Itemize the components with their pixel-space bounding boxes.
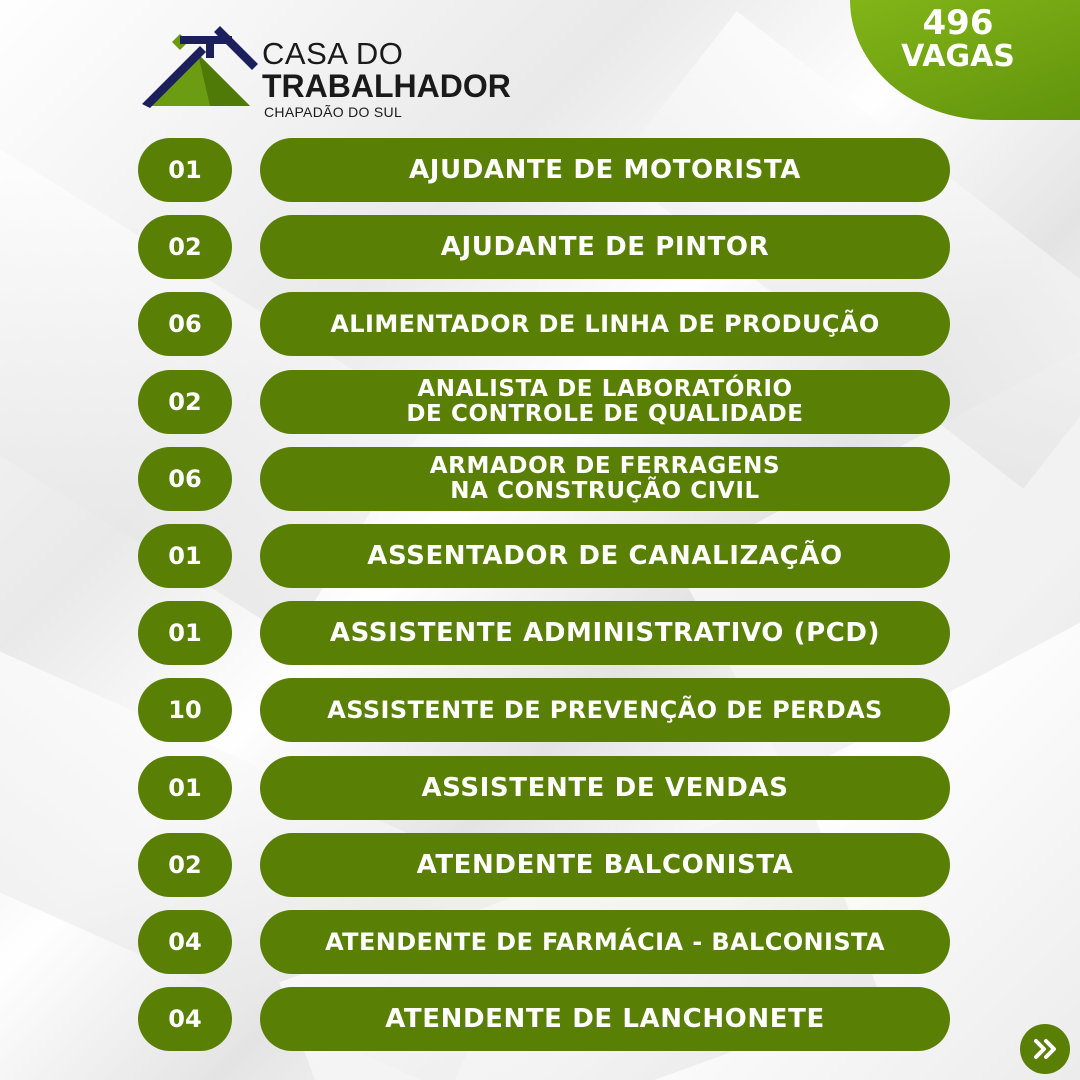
job-title: ASSISTENTE ADMINISTRATIVO (PCD) [329, 618, 881, 649]
job-title-line2: DE CONTROLE DE QUALIDADE [406, 400, 804, 427]
job-count-pill: 01 [138, 138, 232, 202]
job-title-line1: ANALISTA DE LABORATÓRIO [417, 375, 793, 402]
job-title: ATENDENTE DE LANCHONETE [385, 1004, 825, 1035]
job-title: ALIMENTADOR DE LINHA DE PRODUÇÃO [330, 310, 880, 339]
job-title-pill [260, 292, 950, 356]
job-count-pill: 06 [138, 292, 232, 356]
job-title-pill [260, 138, 950, 202]
job-row [138, 987, 952, 1051]
job-title-line2: NA CONSTRUÇÃO CIVIL [450, 477, 760, 504]
job-title: AJUDANTE DE PINTOR [440, 232, 770, 263]
job-count-pill: 04 [138, 987, 232, 1051]
job-row [138, 678, 952, 742]
job-title: ATENDENTE DE FARMÁCIA - BALCONISTA [325, 927, 885, 956]
job-title-line1: ARMADOR DE FERRAGENS [429, 452, 781, 479]
next-page-button[interactable] [1020, 1024, 1070, 1074]
job-count-pill: 02 [138, 833, 232, 897]
logo-text-casa-do: CASA DO [262, 36, 404, 71]
logo-text-city: CHAPADÃO DO SUL [264, 104, 403, 120]
job-count-pill: 02 [138, 370, 232, 434]
job-title-pill [260, 601, 950, 665]
job-row [138, 601, 952, 665]
job-title: ASSENTADOR DE CANALIZAÇÃO [367, 540, 843, 571]
vacancies-count: 496 [922, 3, 994, 43]
job-row [138, 138, 952, 202]
job-title: ASSISTENTE DE VENDAS [421, 772, 789, 803]
job-count-pill: 06 [138, 447, 232, 511]
job-count-pill: 01 [138, 524, 232, 588]
vacancies-label: VAGAS [901, 39, 1015, 74]
job-count-pill: 10 [138, 678, 232, 742]
job-title-pill [260, 447, 950, 511]
job-title-pill [260, 524, 950, 588]
job-title-pill [260, 910, 950, 974]
job-count-pill: 02 [138, 215, 232, 279]
job-row [138, 524, 952, 588]
job-title-pill [260, 678, 950, 742]
job-row [138, 910, 952, 974]
job-title-pill [260, 987, 950, 1051]
job-title: ASSISTENTE DE PREVENÇÃO DE PERDAS [327, 696, 883, 725]
job-title-pill [260, 833, 950, 897]
house-logo-icon [140, 18, 260, 118]
job-row [138, 447, 952, 511]
job-row [138, 215, 952, 279]
vacancies-badge-text [878, 3, 1038, 74]
job-title-pill [260, 370, 950, 434]
job-list [138, 138, 952, 1064]
job-count-pill: 01 [138, 756, 232, 820]
logo-text-trabalhador: TRABALHADOR [262, 68, 511, 104]
job-title: ATENDENTE BALCONISTA [416, 849, 794, 880]
job-title: AJUDANTE DE MOTORISTA [409, 155, 801, 185]
job-count-pill: 01 [138, 601, 232, 665]
job-count-pill: 04 [138, 910, 232, 974]
job-row [138, 833, 952, 897]
job-title-pill [260, 756, 950, 820]
job-title-pill [260, 215, 950, 279]
job-row [138, 756, 952, 820]
job-row [138, 292, 952, 356]
double-chevron-right-icon [1030, 1034, 1060, 1064]
casa-do-trabalhador-logo [140, 18, 520, 128]
job-row [138, 370, 952, 434]
